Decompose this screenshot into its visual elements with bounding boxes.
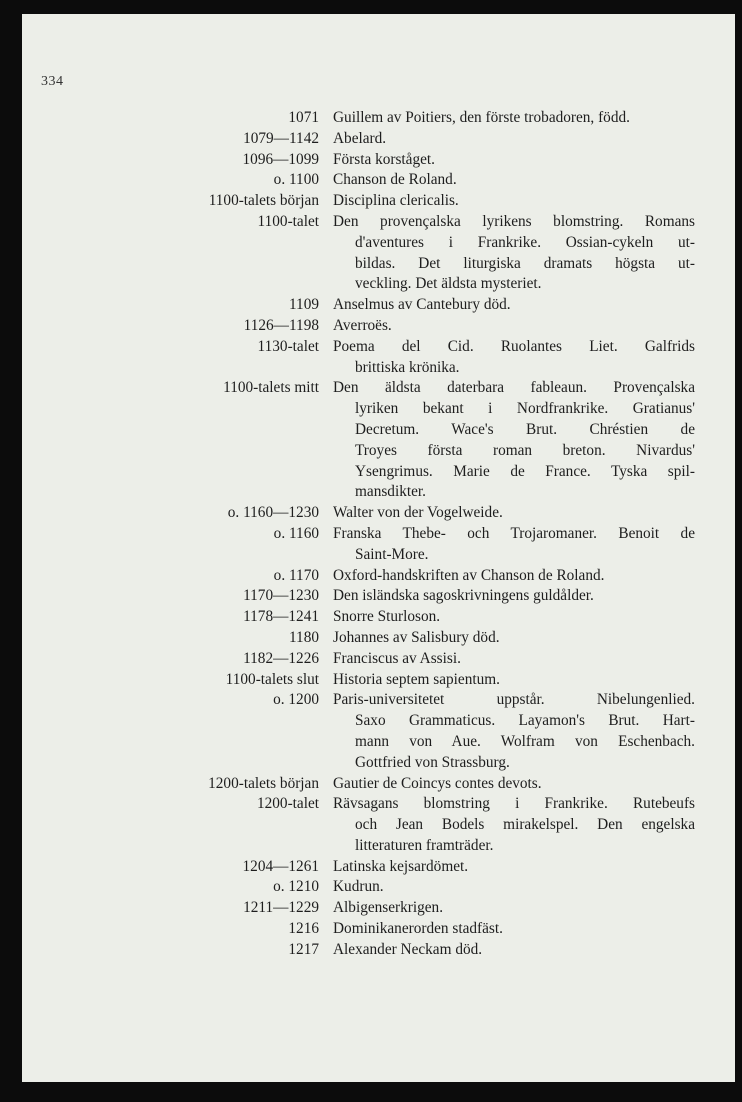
chronology-entry <box>22 607 735 628</box>
entry-text-line: Troyes första roman breton. Nivardus' <box>355 441 695 459</box>
entry-date: 1200-talet <box>256 795 319 813</box>
entry-date: o. 1100 <box>273 171 319 189</box>
entry-date: 1130-talet <box>257 337 319 355</box>
entry-text <box>333 129 695 150</box>
entry-text <box>333 212 695 295</box>
entry-text-line: Poema del Cid. Ruolantes Liet. Galfrids <box>333 337 695 355</box>
entry-text <box>333 670 695 691</box>
chronology-entry <box>22 212 735 295</box>
entry-date: 1178—1241 <box>243 608 319 626</box>
entry-text-line: lyriken bekant i Nordfrankrike. Gratianus' <box>355 400 695 418</box>
entry-text <box>333 940 695 961</box>
entry-text <box>333 794 695 856</box>
entry-text-line: Chanson de Roland. <box>333 171 457 189</box>
chronology-entry <box>22 628 735 649</box>
entry-date: 1200-talets början <box>208 774 319 792</box>
page-number: 334 <box>41 74 64 89</box>
entry-date: o. 1200 <box>273 691 319 709</box>
entry-text-line: Alexander Neckam död. <box>333 940 483 958</box>
chronology-entry <box>22 670 735 691</box>
chronology-entry <box>22 919 735 940</box>
entry-text <box>333 607 695 628</box>
chronology-entry <box>22 129 735 150</box>
chronology-entry <box>22 877 735 898</box>
entry-date: 1100-talet <box>257 212 319 230</box>
entry-text <box>333 191 695 212</box>
entry-text-line: bildas. Det liturgiska dramats högsta ut- <box>355 254 695 272</box>
entry-text-line: Snorre Sturloson. <box>333 608 441 626</box>
chronology-entry <box>22 690 735 773</box>
entry-date: 1100-talets början <box>208 192 319 210</box>
entry-text-line: Kudrun. <box>333 878 384 896</box>
chronology-entry <box>22 794 735 856</box>
entry-text-line: Latinska kejsardömet. <box>333 857 469 875</box>
entry-text-line: mann von Aue. Wolfram von Eschenbach. <box>355 732 695 750</box>
chronology-entry <box>22 316 735 337</box>
chronology-entry <box>22 774 735 795</box>
chronology-entry <box>22 857 735 878</box>
chronology-entry <box>22 191 735 212</box>
entry-text-line: Dominikanerorden stadfäst. <box>333 920 503 938</box>
entry-date: 1096—1099 <box>242 150 319 168</box>
entry-text <box>333 170 695 191</box>
entry-text <box>333 857 695 878</box>
entry-text-line: Historia septem sapientum. <box>333 670 500 688</box>
entry-text-line: Albigenserkrigen. <box>333 899 444 917</box>
entry-date: 1204—1261 <box>242 857 319 875</box>
entry-date: 1079—1142 <box>243 129 319 147</box>
entry-date: o. 1160—1230 <box>227 504 319 522</box>
entry-text-line: Den isländska sagoskrivningens guldålder. <box>333 587 594 605</box>
entry-date: 1100-talets mitt <box>223 379 319 397</box>
entry-text-line: Gottfried von Strassburg. <box>355 753 510 771</box>
book-page <box>22 14 735 1082</box>
entry-date: o. 1210 <box>273 878 319 896</box>
chronology-entry <box>22 898 735 919</box>
entry-text-line: Saxo Grammaticus. Layamon's Brut. Hart- <box>355 712 695 730</box>
entry-date: 1180 <box>288 628 319 646</box>
entry-date: 1182—1226 <box>243 649 319 667</box>
entry-text-line: Guillem av Poitiers, den förste trobadoren, född. <box>333 109 630 126</box>
chronology-entry <box>22 503 735 524</box>
entry-date: o. 1170 <box>273 566 319 584</box>
entry-date: 1071 <box>288 109 319 126</box>
entry-date: 1126—1198 <box>243 316 319 334</box>
entry-text-line: Gautier de Coincys contes devots. <box>333 774 542 792</box>
entry-text-line: mansdikter. <box>355 483 426 501</box>
entry-date: 1100-talets slut <box>225 670 319 688</box>
entry-text-line: veckling. Det äldsta mysteriet. <box>355 275 542 293</box>
entry-date: 1216 <box>288 920 319 938</box>
entry-text-line: Franska Thebe- och Trojaromaner. Benoit de <box>333 524 695 542</box>
chronology-entry <box>22 649 735 670</box>
entry-text-line: Rävsagans blomstring i Frankrike. Rutebeufs <box>333 795 695 813</box>
entry-text <box>333 108 695 129</box>
entry-text-line: Johannes av Salisbury död. <box>333 628 500 646</box>
chronology-entry <box>22 524 735 566</box>
entry-text-line: Averroës. <box>333 316 392 334</box>
entry-text <box>333 503 695 524</box>
chronology-entry <box>22 150 735 171</box>
entry-text-line: Paris-universitetet uppstår. Nibelungenlied. <box>333 691 695 709</box>
entry-text-line: Walter von der Vogelweide. <box>333 504 503 522</box>
chronology-entry <box>22 337 735 379</box>
chronology-entry <box>22 170 735 191</box>
entry-text-line: d'aventures i Frankrike. Ossian-cykeln ut- <box>355 233 695 251</box>
entry-text <box>333 586 695 607</box>
entry-text-line: brittiska krönika. <box>355 358 460 376</box>
chronology-entry <box>22 108 735 129</box>
chronology-entry <box>22 378 735 503</box>
chronology-list <box>22 108 735 961</box>
entry-text <box>333 295 695 316</box>
entry-text <box>333 378 695 503</box>
entry-text-line: Franciscus av Assisi. <box>333 649 461 667</box>
entry-date: 1170—1230 <box>243 587 319 605</box>
entry-text-line: Oxford-handskriften av Chanson de Roland. <box>333 566 605 584</box>
entry-date: o. 1160 <box>273 524 319 542</box>
entry-text <box>333 150 695 171</box>
entry-text <box>333 690 695 773</box>
entry-text-line: Den äldsta daterbara fableaun. Provençalska <box>333 379 695 397</box>
chronology-entry <box>22 586 735 607</box>
entry-date: 1109 <box>288 296 319 314</box>
entry-text <box>333 774 695 795</box>
entry-text <box>333 919 695 940</box>
entry-text <box>333 566 695 587</box>
entry-text-line: och Jean Bodels mirakelspel. Den engelska <box>355 816 695 834</box>
entry-text-line: Saint-More. <box>355 545 429 563</box>
entry-text <box>333 628 695 649</box>
entry-text-line: Anselmus av Cantebury död. <box>333 296 511 314</box>
entry-text-line: Abelard. <box>333 129 387 147</box>
entry-text <box>333 524 695 566</box>
chronology-entry <box>22 940 735 961</box>
entry-text-line: Disciplina clericalis. <box>333 192 459 210</box>
entry-text-line: Ysengrimus. Marie de France. Tyska spil- <box>355 462 695 480</box>
entry-date: 1211—1229 <box>243 899 319 917</box>
entry-text <box>333 898 695 919</box>
entry-text <box>333 316 695 337</box>
entry-text <box>333 877 695 898</box>
entry-text <box>333 337 695 379</box>
entry-text-line: litteraturen framträder. <box>355 836 494 854</box>
entry-text-line: Decretum. Wace's Brut. Chréstien de <box>355 420 695 438</box>
entry-text <box>333 649 695 670</box>
chronology-entry <box>22 566 735 587</box>
entry-text-line: Den provençalska lyrikens blomstring. Romans <box>333 212 695 230</box>
entry-text-line: Första korståget. <box>333 150 435 168</box>
chronology-entry <box>22 295 735 316</box>
entry-date: 1217 <box>288 940 319 958</box>
